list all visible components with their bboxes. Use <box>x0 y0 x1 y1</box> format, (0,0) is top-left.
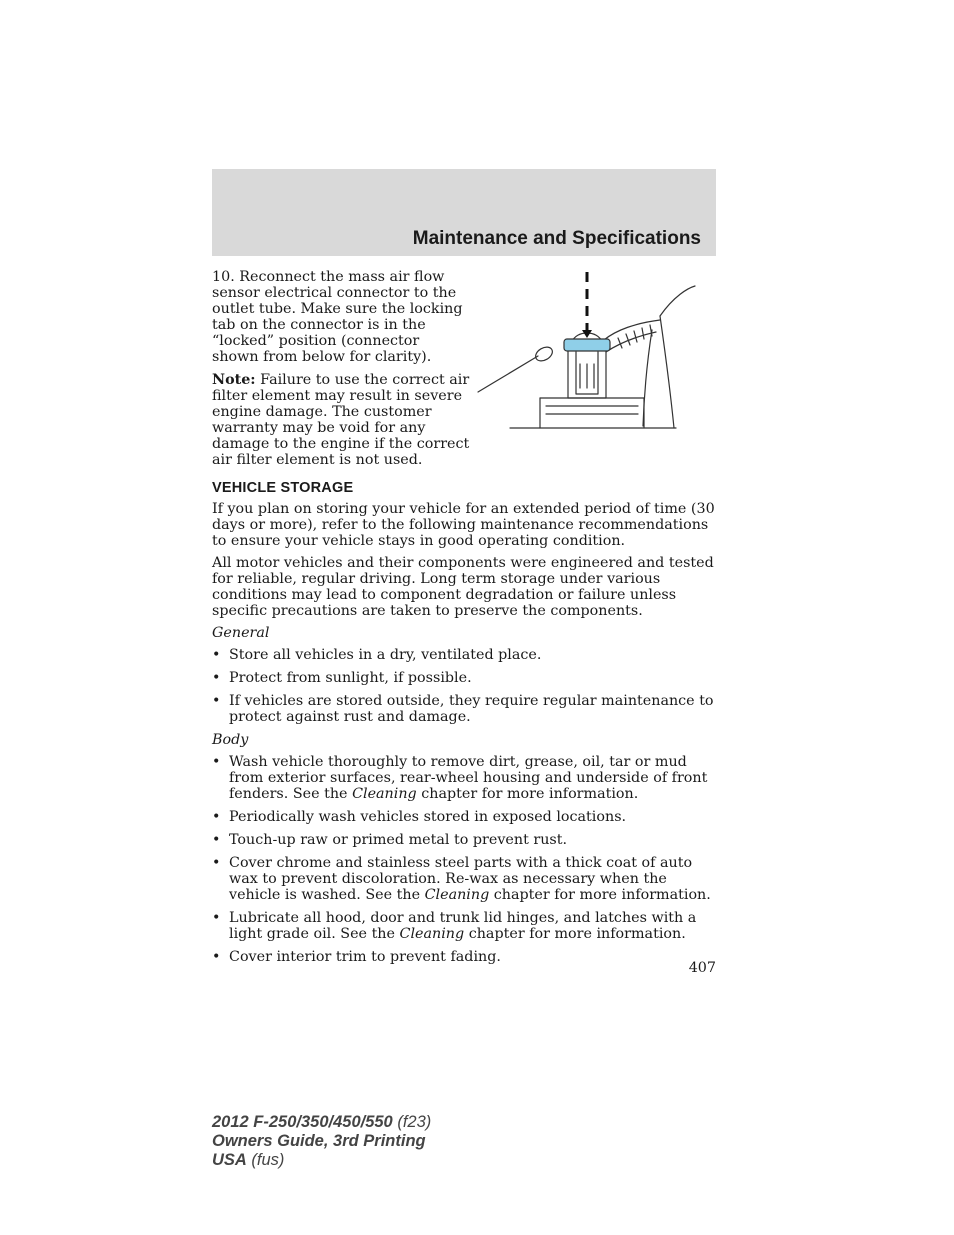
section-heading: VEHICLE STORAGE <box>212 480 354 496</box>
general-list <box>212 647 717 725</box>
list-item-text-after: chapter for more information. <box>416 786 639 802</box>
footer-line-3 <box>212 1151 431 1170</box>
list-item <box>212 693 717 725</box>
body-subhead: Body <box>212 732 249 748</box>
list-item-text: Periodically wash vehicles stored in exposed locations. <box>229 809 627 825</box>
engine-cover-outline <box>660 286 695 316</box>
tube-clamp <box>533 344 555 363</box>
intro-block <box>212 269 470 475</box>
bullet-icon: • <box>212 910 221 926</box>
chapter-reference: Cleaning <box>352 786 417 802</box>
note-text: Failure to use the correct air filter element may result in severe engine damage. The customer warranty may be void for any damage to the engine if the correct air filter element is not used. <box>212 372 470 468</box>
list-item <box>212 949 717 965</box>
list-item-text-after: chapter for more information. <box>489 887 711 903</box>
bullet-icon: • <box>212 754 221 770</box>
air-tube-wire <box>478 356 538 392</box>
footer-market-code: (fus) <box>246 1151 285 1169</box>
document-footer <box>212 1113 431 1170</box>
list-item <box>212 832 717 848</box>
maf-connector-illustration <box>476 268 716 434</box>
list-item <box>212 754 717 802</box>
footer-model: 2012 F-250/350/450/550 <box>212 1113 393 1131</box>
arrow-head <box>582 330 592 338</box>
section-title: Maintenance and Specifications <box>412 228 701 249</box>
list-item-text: Protect from sunlight, if possible. <box>229 670 472 686</box>
list-item <box>212 910 717 942</box>
list-item-text: Touch-up raw or primed metal to prevent rust. <box>229 832 568 848</box>
section-header-band <box>212 169 716 256</box>
note-label: Note: <box>212 372 256 388</box>
note-paragraph <box>212 372 470 468</box>
footer-edition: Owners Guide, 3rd Printing <box>212 1132 426 1150</box>
storage-paragraph-1: If you plan on storing your vehicle for an extended period of time (30 days or more), refer to the following maintenance recommendations to ensure your vehicle stays in good operating condition. <box>212 501 715 549</box>
harness-rib-3 <box>634 331 637 342</box>
locking-tab <box>564 339 610 351</box>
body-list <box>212 754 717 965</box>
list-item-text-before: Cover chrome and stainless steel parts with a thick coat of auto wax to prevent discoloration. Re-wax as necessary when the vehicle is washed. See the <box>229 855 693 903</box>
vehicle-storage-section <box>212 480 717 972</box>
list-item-text-after: chapter for more information. <box>464 926 686 942</box>
bullet-icon: • <box>212 693 221 709</box>
bullet-icon: • <box>212 809 221 825</box>
footer-line-1 <box>212 1113 431 1132</box>
list-item-text: Cover interior trim to prevent fading. <box>229 949 501 965</box>
footer-model-code: (f23) <box>392 1113 432 1131</box>
bullet-icon: • <box>212 647 221 663</box>
chapter-reference: Cleaning <box>424 887 490 903</box>
footer-line-2 <box>212 1132 431 1151</box>
list-item-text: If vehicles are stored outside, they require regular maintenance to protect against rust and damage. <box>229 693 714 725</box>
bullet-icon: • <box>212 855 221 871</box>
page-number: 407 <box>688 960 716 976</box>
engine-cover-edge <box>660 316 674 428</box>
storage-paragraph-2: All motor vehicles and their components were engineered and tested for reliable, regular driving. Long term storage under various conditions may lead to component degradation or failure unless specific precautions are taken to preserve the components. <box>212 555 714 619</box>
list-item <box>212 855 717 903</box>
list-item-text-before: Lubricate all hood, door and trunk lid hinges, and latches with a light grade oil. See the <box>229 910 697 942</box>
step-10-text: 10. Reconnect the mass air flow sensor electrical connector to the outlet tube. Make sure the locking tab on the connector is in the “locked” position (connector shown from below for clarity). <box>212 269 463 365</box>
bullet-icon: • <box>212 832 221 848</box>
list-item <box>212 670 717 686</box>
list-item-text-before: Wash vehicle thoroughly to remove dirt, grease, oil, tar or mud from exterior surfaces, rear-wheel housing and underside of front fenders. See the <box>229 754 708 802</box>
chapter-reference: Cleaning <box>399 926 465 942</box>
harness-bottom <box>606 332 656 352</box>
general-subhead: General <box>212 625 270 641</box>
bullet-icon: • <box>212 670 221 686</box>
list-item-text: Store all vehicles in a dry, ventilated place. <box>229 647 542 663</box>
bullet-icon: • <box>212 949 221 965</box>
list-item <box>212 647 717 663</box>
list-item <box>212 809 717 825</box>
harness-rib-4 <box>642 328 644 339</box>
footer-market: USA <box>212 1151 247 1169</box>
